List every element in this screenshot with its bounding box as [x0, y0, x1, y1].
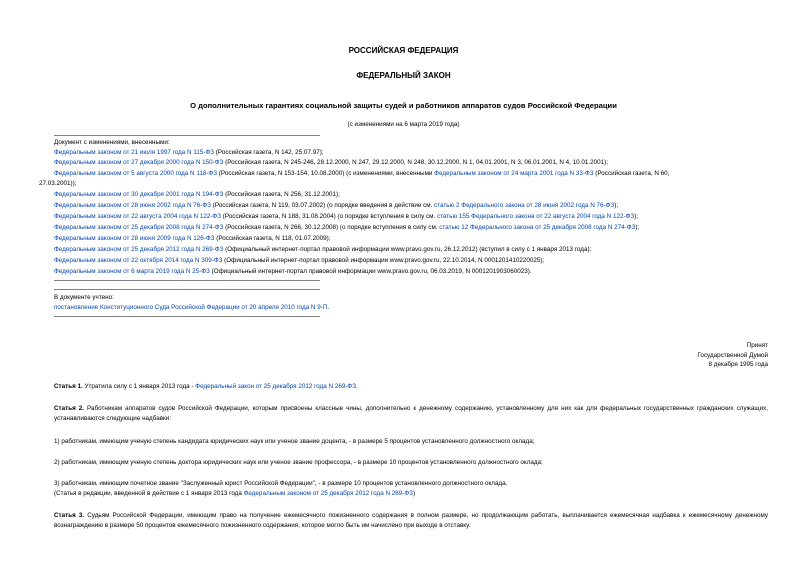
article-link[interactable]: статью 155 Федерального закона от 22 августа 2004 года N 122-ФЗ	[436, 213, 635, 220]
country-heading: РОССИЙСКАЯ ФЕДЕРАЦИЯ	[348, 46, 459, 55]
divider-considered-start	[54, 289, 320, 290]
article-2-item-2: 2) работникам, имеющим ученую степень доктора юридических наук или ученое звание профессора, - в размере 10 процентов установленного должностного оклада;	[54, 459, 543, 466]
law-link[interactable]: Федеральным законом от 6 марта 2019 года N 25-ФЗ	[54, 268, 210, 275]
considered-row: постановление Конституционного Суда Российской Федерации от 20 апреля 2010 года N 9-П.	[54, 304, 330, 311]
article-3: Статья 3. Судьям Российской Федерации, имеющим право на получение ежемесячного пожизненного содержания в полном размере, но продолжающим работать, выплачивается ежемесячная надбавка к ежемесячному денежному вознаграждению в размере 50 процентов ежемесячного пожизненного содержания, которое могло быть им начислено при выходе в отставку.	[54, 512, 768, 529]
change-row: Федеральным законом от 21 июля 1997 года N 115-ФЗ (Российская газета, N 142, 25.07.97);	[54, 149, 324, 156]
article-2: Статья 2. Работникам аппаратов судов Российской Федерации, которым присвоены классные чины, дополнительно к денежному содержанию, установленному для них как для федеральных государственных гражданских служащих, устанавливаются следующие надбавки:	[54, 405, 768, 422]
law-link[interactable]: Федеральным законом от 5 августа 2000 года N 118-ФЗ	[54, 170, 218, 177]
article-label: Статья 2.	[54, 405, 85, 412]
article-2-item-3: 3) работникам, имеющим почетное звание "Заслуженный юрист Российской Федерации", - в размере 10 процентов установленного должностного оклада.	[54, 480, 508, 487]
law-link[interactable]: Федеральным законом от 22 августа 2004 года N 122-ФЗ	[54, 213, 222, 220]
law-link[interactable]: Федеральным законом от 27 декабря 2000 года N 150-ФЗ	[54, 159, 224, 166]
change-row: Федеральным законом от 22 августа 2004 года N 122-ФЗ (Российская газета, N 188, 31.08.2004) (о порядке вступления в силу см. статью 155 Федерального закона от 22 августа 2004 года N 122-ФЗ);	[54, 213, 639, 220]
change-row: Федеральным законом от 25 декабря 2012 года N 269-ФЗ (Официальный интернет-портал правовой информации www.pravo.gov.ru, 26.12.2012) (вступил в силу с 1 января 2013 года);	[54, 246, 592, 253]
change-row-continuation: 27.03.2001));	[39, 180, 77, 187]
change-row: Федеральным законом от 5 августа 2000 года N 118-ФЗ (Российская газета, N 153-154, 10.08.2000) (с изменениями, внесенными Федеральным законом от 24 марта 2001 года N 33-ФЗ (Российская газета, N 60,	[54, 170, 670, 177]
article-link[interactable]: статью 2 Федерального закона от 28 июня 2002 года N 76-ФЗ	[434, 202, 615, 209]
law-link[interactable]: Федеральным законом от 28 июня 2009 года N 126-ФЗ	[54, 235, 215, 242]
change-row: Федеральным законом от 28 июня 2009 года N 126-ФЗ (Российская газета, N 118, 01.07.2009);	[54, 235, 331, 242]
divider-changes-end	[54, 280, 320, 281]
change-row: Федеральным законом от 6 марта 2019 года N 25-ФЗ (Официальный интернет-портал правовой информации www.pravo.gov.ru, 06.03.2019, N 0001201903060023).	[54, 268, 532, 275]
divider-top	[54, 135, 320, 136]
law-link[interactable]: Федеральным законом от 25 декабря 2012 года N 269-ФЗ	[243, 490, 413, 497]
change-row: Федеральным законом от 28 июня 2002 года N 76-ФЗ (Российская газета, N 119, 03.07.2002) (о порядке введения в действие см. статью 2 Федерального закона от 28 июня 2002 года N 76-ФЗ);	[54, 202, 619, 209]
law-link[interactable]: Федеральным законом от 28 июня 2002 года N 76-ФЗ	[54, 202, 211, 209]
article-link[interactable]: статью 12 Федерального закона от 25 декабря 2008 года N 274-ФЗ	[439, 224, 636, 231]
law-link[interactable]: Федеральным законом от 22 октября 2014 года N 309-ФЗ	[54, 257, 223, 264]
article-label: Статья 1.	[54, 383, 83, 390]
law-link[interactable]: Федеральный закон от 25 декабря 2012 года N 269-ФЗ	[195, 383, 357, 390]
court-ruling-link[interactable]: постановление Конституционного Суда Российской Федерации от 20 апреля 2010 года N 9-П	[54, 304, 328, 311]
adopted-date: 8 декабря 1995 года	[708, 361, 768, 368]
law-link[interactable]: Федеральным законом от 24 марта 2001 года N 33-ФЗ	[434, 170, 594, 177]
adopted-label: Принят	[746, 342, 768, 349]
law-link[interactable]: Федеральным законом от 30 декабря 2001 года N 194-ФЗ	[54, 191, 224, 198]
change-row: Федеральным законом от 22 октября 2014 года N 309-ФЗ (Официальный интернет-портал правовой информации www.pravo.gov.ru, 22.10.2014, N 0001201410220025);	[54, 257, 545, 264]
law-type-heading: ФЕДЕРАЛЬНЫЙ ЗАКОН	[356, 71, 451, 80]
article-1: Статья 1. Утратила силу с 1 января 2013 года - Федеральный закон от 25 декабря 2012 года N 269-ФЗ.	[54, 383, 358, 390]
article-label: Статья 3.	[54, 512, 85, 519]
adopted-body: Государственной Думой	[697, 351, 768, 359]
divider-considered-end	[54, 316, 320, 317]
law-title: О дополнительных гарантиях социальной защиты судей и работников аппаратов судов Российской Федерации	[190, 101, 617, 110]
changes-intro: Документ с изменениями, внесенными:	[54, 139, 170, 146]
adopted-block	[600, 341, 768, 370]
law-link[interactable]: Федеральным законом от 21 июля 1997 года N 115-ФЗ	[54, 149, 215, 156]
law-link[interactable]: Федеральным законом от 25 декабря 2008 года N 274-ФЗ	[54, 224, 224, 231]
article-2-item-1: 1) работникам, имеющим ученую степень кандидата юридических наук или ученое звание доцента, - в размере 5 процентов установленного должностного оклада;	[54, 438, 535, 445]
law-link[interactable]: Федеральным законом от 25 декабря 2012 года N 269-ФЗ	[54, 246, 224, 253]
considered-intro: В документе учтено:	[54, 294, 114, 301]
article-2-note: (Статья в редакции, введенной в действие с 1 января 2013 года Федеральным законом от 25 декабря 2012 года N 269-ФЗ)	[54, 490, 416, 497]
change-row: Федеральным законом от 25 декабря 2008 года N 274-ФЗ (Российская газета, N 266, 30.12.2008) (о порядке вступления в силу см. статью 12 Федерального закона от 25 декабря 2008 года N 274-ФЗ);	[54, 224, 640, 231]
change-row: Федеральным законом от 27 декабря 2000 года N 150-ФЗ (Российская газета, N 245-246, 28.12.2000, N 247, 29.12.2000, N 248, 30.12.2000, N 1, 04.01.2001, N 3, 06.01.2001, N 4, 10.01.2001);	[54, 159, 609, 166]
revision-note: (с изменениями на 6 марта 2019 года)	[347, 121, 460, 128]
change-row: Федеральным законом от 30 декабря 2001 года N 194-ФЗ (Российская газета, N 256, 31.12.2001);	[54, 191, 340, 198]
